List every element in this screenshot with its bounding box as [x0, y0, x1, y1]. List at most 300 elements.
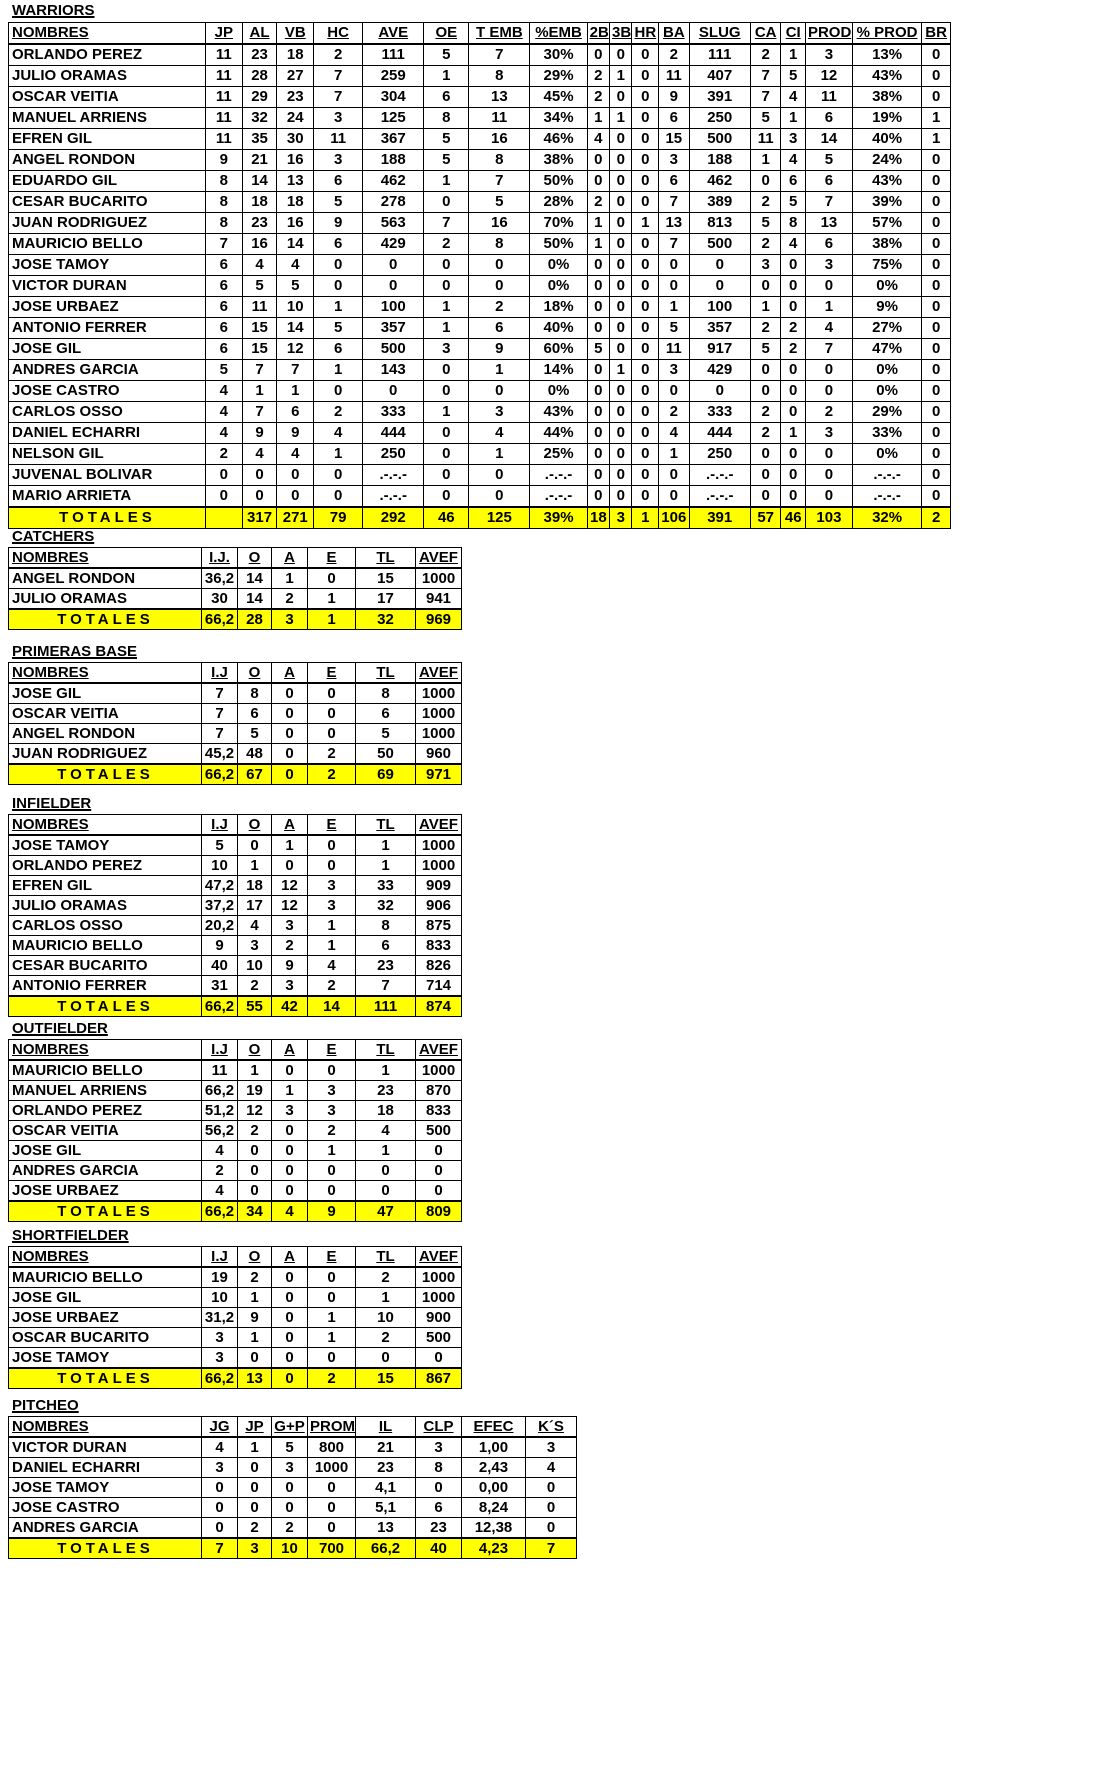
stat-cell: 5: [424, 150, 469, 171]
stat-cell: 304: [363, 87, 424, 108]
stat-cell: 2: [356, 1328, 416, 1348]
stat-cell: 0: [610, 465, 632, 486]
stat-cell: 0: [272, 1060, 308, 1081]
stat-cell: 40%: [852, 129, 921, 150]
stat-cell: [205, 507, 242, 529]
stat-cell: 0: [610, 381, 632, 402]
stat-cell: 250: [363, 444, 424, 465]
stat-cell: 0: [587, 255, 609, 276]
stat-cell: 18: [356, 1101, 416, 1121]
stat-cell: 31,2: [202, 1308, 238, 1328]
stat-cell: 15: [356, 568, 416, 589]
stat-cell: 38%: [852, 87, 921, 108]
column-header: A: [272, 663, 308, 684]
stat-cell: 11: [205, 129, 242, 150]
stat-cell: 3: [308, 1081, 356, 1101]
stat-cell: 39%: [852, 192, 921, 213]
stat-cell: 500: [416, 1121, 462, 1141]
stat-cell: 9: [238, 1308, 272, 1328]
stat-cell: 29%: [852, 402, 921, 423]
column-header: O: [238, 815, 272, 836]
stat-cell: 1: [424, 402, 469, 423]
stat-cell: 813: [689, 213, 750, 234]
stat-cell: 5: [805, 150, 852, 171]
stat-cell: 0: [750, 486, 781, 508]
stat-cell: 0: [272, 1121, 308, 1141]
stat-cell: 32: [356, 896, 416, 916]
stat-cell: 0: [272, 1181, 308, 1202]
stat-cell: 6: [781, 171, 805, 192]
stat-cell: 4: [272, 1201, 308, 1222]
stat-cell: 0: [587, 297, 609, 318]
stat-cell: 7: [356, 976, 416, 997]
stat-cell: 3: [202, 1458, 238, 1478]
stat-cell: 0: [238, 1458, 272, 1478]
player-name-cell: ORLANDO PEREZ: [9, 44, 206, 66]
stat-cell: 18: [587, 507, 609, 529]
stat-cell: 0: [308, 1348, 356, 1369]
table-row: [9, 1437, 577, 1458]
stat-cell: 47%: [852, 339, 921, 360]
stat-cell: 909: [416, 876, 462, 896]
stat-cell: 0: [416, 1161, 462, 1181]
stat-cell: 4: [277, 255, 314, 276]
stat-cell: 0: [610, 486, 632, 508]
stat-cell: 271: [277, 507, 314, 529]
player-name-cell: ORLANDO PEREZ: [9, 856, 202, 876]
stat-cell: 0: [632, 444, 659, 465]
column-header: SLUG: [689, 23, 750, 45]
stat-cell: 4: [526, 1458, 577, 1478]
stat-cell: 12: [238, 1101, 272, 1121]
stat-cell: 0: [587, 444, 609, 465]
stat-cell: 2: [659, 402, 690, 423]
stat-cell: 0: [308, 856, 356, 876]
stat-cell: 563: [363, 213, 424, 234]
stat-cell: 0: [308, 1478, 356, 1498]
stat-cell: 0: [587, 360, 609, 381]
player-name-cell: CARLOS OSSO: [9, 916, 202, 936]
stat-cell: 14: [277, 318, 314, 339]
stat-cell: 0: [308, 1060, 356, 1081]
stat-cell: 6: [205, 255, 242, 276]
player-name-cell: JOSE URBAEZ: [9, 1181, 202, 1202]
stat-cell: 500: [416, 1328, 462, 1348]
stat-cell: 2: [750, 318, 781, 339]
stat-cell: 0: [805, 360, 852, 381]
stat-cell: 2: [238, 1518, 272, 1539]
stat-cell: 0: [587, 465, 609, 486]
column-header: I.J.: [202, 548, 238, 569]
stat-cell: 10: [272, 1538, 308, 1559]
stat-cell: 0: [526, 1518, 577, 1539]
stat-cell: 333: [689, 402, 750, 423]
section-title-warriors: WARRIORS: [12, 2, 95, 19]
stat-cell: 18%: [530, 297, 587, 318]
stat-cell: 1: [277, 381, 314, 402]
player-name-cell: JOSE CASTRO: [9, 1498, 202, 1518]
table-row: [9, 234, 951, 255]
column-header: IL: [356, 1417, 416, 1438]
stat-cell: 3: [308, 1101, 356, 1121]
stat-cell: 0: [314, 381, 363, 402]
stat-cell: 1: [308, 1328, 356, 1348]
stat-cell: 0: [314, 255, 363, 276]
stat-cell: 4: [277, 444, 314, 465]
column-header: OE: [424, 23, 469, 45]
stat-cell: 11: [205, 44, 242, 66]
stat-cell: 23: [277, 87, 314, 108]
stat-cell: 0: [610, 129, 632, 150]
stat-cell: 36,2: [202, 568, 238, 589]
stat-cell: 4: [205, 423, 242, 444]
table-row: [9, 1308, 462, 1328]
stat-cell: 0: [632, 381, 659, 402]
stat-cell: 15: [242, 339, 277, 360]
stat-cell: 2: [587, 192, 609, 213]
table-row: [9, 44, 951, 66]
stat-cell: 100: [689, 297, 750, 318]
stat-cell: 7: [805, 339, 852, 360]
stat-cell: 46: [424, 507, 469, 529]
stat-cell: 3: [781, 129, 805, 150]
stat-cell: 0: [469, 381, 530, 402]
stat-cell: 0: [587, 423, 609, 444]
stat-cell: 0: [587, 402, 609, 423]
stat-cell: 7: [469, 171, 530, 192]
stat-cell: 2: [750, 192, 781, 213]
stat-cell: 11: [659, 339, 690, 360]
stat-cell: 3: [272, 916, 308, 936]
table-row: [9, 835, 462, 856]
stat-cell: 1: [424, 318, 469, 339]
stat-cell: 0: [632, 171, 659, 192]
stat-cell: 1: [308, 589, 356, 610]
stat-cell: 7: [805, 192, 852, 213]
column-header: BR: [922, 23, 951, 45]
stat-cell: 5: [781, 192, 805, 213]
stat-cell: 8: [205, 171, 242, 192]
stat-cell: 8: [469, 150, 530, 171]
stat-cell: 66,2: [202, 996, 238, 1017]
stat-cell: 11: [659, 66, 690, 87]
stat-cell: 40: [202, 956, 238, 976]
stat-cell: 0: [750, 444, 781, 465]
stat-cell: .-.-.-: [363, 465, 424, 486]
stat-cell: 0: [632, 44, 659, 66]
stat-cell: 38%: [852, 234, 921, 255]
column-header: T EMB: [469, 23, 530, 45]
stat-cell: 0: [632, 297, 659, 318]
stat-cell: 0: [238, 1161, 272, 1181]
column-header: HC: [314, 23, 363, 45]
stat-cell: 1: [356, 835, 416, 856]
stat-cell: 0: [424, 255, 469, 276]
stat-cell: 809: [416, 1201, 462, 1222]
player-name-cell: MARIO ARRIETA: [9, 486, 206, 508]
stat-cell: 103: [805, 507, 852, 529]
stat-cell: 12: [277, 339, 314, 360]
stat-cell: 10: [202, 1288, 238, 1308]
stat-cell: 0: [238, 835, 272, 856]
column-header: I.J: [202, 1247, 238, 1268]
player-name-cell: TOTALES: [9, 764, 202, 785]
stat-cell: 2: [314, 44, 363, 66]
stat-cell: 67: [238, 764, 272, 785]
table-row: [9, 1101, 462, 1121]
stat-cell: 0: [363, 381, 424, 402]
stat-cell: 2: [805, 402, 852, 423]
stat-cell: 2: [238, 1121, 272, 1141]
stat-cell: 4: [781, 87, 805, 108]
player-name-cell: EFREN GIL: [9, 129, 206, 150]
stat-cell: 8: [205, 213, 242, 234]
header-row: [9, 1040, 462, 1061]
stat-cell: 16: [242, 234, 277, 255]
column-header: NOMBRES: [9, 1247, 202, 1268]
player-name-cell: JOSE URBAEZ: [9, 1308, 202, 1328]
stat-cell: 0: [632, 276, 659, 297]
stat-cell: 971: [416, 764, 462, 785]
stat-cell: 7: [659, 234, 690, 255]
stat-cell: 0: [314, 465, 363, 486]
table-row: [9, 744, 462, 765]
stat-cell: 0: [416, 1478, 462, 1498]
stat-cell: 3: [272, 1458, 308, 1478]
table-row: [9, 724, 462, 744]
stat-cell: 19%: [852, 108, 921, 129]
stat-cell: 0: [750, 465, 781, 486]
stat-cell: 3: [308, 896, 356, 916]
stat-cell: 1: [659, 297, 690, 318]
stat-cell: 0: [272, 744, 308, 765]
table-row: [9, 444, 951, 465]
stat-cell: 66,2: [202, 1368, 238, 1389]
column-header: %EMB: [530, 23, 587, 45]
column-header: O: [238, 663, 272, 684]
stat-cell: 2: [272, 1518, 308, 1539]
stat-cell: 1: [356, 1288, 416, 1308]
stat-cell: 367: [363, 129, 424, 150]
column-header: A: [272, 548, 308, 569]
column-header: PROD: [805, 23, 852, 45]
header-row: [9, 663, 462, 684]
stat-cell: .-.-.-: [852, 465, 921, 486]
stat-cell: 40%: [530, 318, 587, 339]
stat-cell: 1000: [416, 856, 462, 876]
column-header: A: [272, 1040, 308, 1061]
stat-cell: 2: [750, 234, 781, 255]
stat-cell: 4: [308, 956, 356, 976]
stat-cell: 0: [587, 318, 609, 339]
stat-cell: 0: [469, 486, 530, 508]
stat-cell: 33%: [852, 423, 921, 444]
stat-cell: 317: [242, 507, 277, 529]
stat-cell: 0: [469, 465, 530, 486]
stat-cell: 5: [272, 1437, 308, 1458]
column-header: 2B: [587, 23, 609, 45]
stat-cell: 0: [314, 276, 363, 297]
table-row: [9, 916, 462, 936]
stat-cell: 2: [750, 423, 781, 444]
table-row: [9, 1498, 577, 1518]
stat-cell: 4: [238, 916, 272, 936]
player-name-cell: TOTALES: [9, 1368, 202, 1389]
stat-cell: 1: [424, 297, 469, 318]
stat-cell: 0: [308, 568, 356, 589]
stat-cell: 111: [363, 44, 424, 66]
primeras-base-table: [8, 662, 462, 785]
stat-cell: 56,2: [202, 1121, 238, 1141]
totals-row: [9, 996, 462, 1017]
table-row: [9, 589, 462, 610]
stat-cell: 1: [308, 936, 356, 956]
stat-cell: 1: [272, 568, 308, 589]
stat-cell: 0: [632, 129, 659, 150]
stat-cell: 0: [526, 1478, 577, 1498]
stat-cell: 10: [202, 856, 238, 876]
stat-cell: 42: [272, 996, 308, 1017]
table-row: [9, 339, 951, 360]
stat-cell: 4: [205, 381, 242, 402]
stat-cell: 9: [659, 87, 690, 108]
stat-cell: 5: [424, 44, 469, 66]
stat-cell: 4: [469, 423, 530, 444]
stat-cell: .-.-.-: [530, 465, 587, 486]
column-header: E: [308, 1040, 356, 1061]
stat-cell: 14: [805, 129, 852, 150]
stat-cell: 0: [781, 360, 805, 381]
stat-cell: 6: [659, 171, 690, 192]
table-row: [9, 297, 951, 318]
stat-cell: 13: [238, 1368, 272, 1389]
stat-cell: 2: [308, 764, 356, 785]
stat-cell: 1: [587, 108, 609, 129]
stat-cell: 0,00: [462, 1478, 526, 1498]
stat-cell: 714: [416, 976, 462, 997]
stat-cell: 6: [314, 234, 363, 255]
stat-cell: 7: [314, 66, 363, 87]
stat-cell: 1: [781, 108, 805, 129]
stat-cell: 0: [922, 192, 951, 213]
stat-cell: 14: [242, 171, 277, 192]
stat-cell: 3: [272, 609, 308, 630]
column-header: TL: [356, 1040, 416, 1061]
stat-cell: 333: [363, 402, 424, 423]
stat-cell: 1: [238, 1328, 272, 1348]
stat-cell: 429: [689, 360, 750, 381]
stat-cell: 75%: [852, 255, 921, 276]
stat-cell: 0: [416, 1181, 462, 1202]
player-name-cell: JULIO ORAMAS: [9, 589, 202, 610]
stat-cell: 0: [922, 465, 951, 486]
player-name-cell: JOSE URBAEZ: [9, 297, 206, 318]
stat-cell: 3: [610, 507, 632, 529]
column-header: NOMBRES: [9, 815, 202, 836]
stat-cell: 259: [363, 66, 424, 87]
stat-cell: 21: [242, 150, 277, 171]
stat-cell: 13: [356, 1518, 416, 1539]
player-name-cell: JOSE GIL: [9, 683, 202, 704]
stat-cell: 900: [416, 1308, 462, 1328]
header-row: [9, 548, 462, 569]
stat-cell: 0: [587, 381, 609, 402]
player-name-cell: MANUEL ARRIENS: [9, 108, 206, 129]
column-header: AVEF: [416, 663, 462, 684]
stat-cell: 1000: [416, 835, 462, 856]
table-row: [9, 1518, 577, 1539]
stat-cell: 1000: [416, 683, 462, 704]
stat-cell: 0%: [852, 360, 921, 381]
stat-cell: 6: [277, 402, 314, 423]
stat-cell: 0: [659, 381, 690, 402]
stat-cell: 1000: [416, 1288, 462, 1308]
table-row: [9, 213, 951, 234]
stat-cell: 0: [356, 1161, 416, 1181]
column-header: A: [272, 815, 308, 836]
stat-cell: 867: [416, 1368, 462, 1389]
stat-cell: 0: [202, 1498, 238, 1518]
stat-cell: 357: [689, 318, 750, 339]
stat-cell: 4: [242, 444, 277, 465]
stat-cell: 125: [363, 108, 424, 129]
catchers-table: [8, 547, 462, 630]
stat-cell: 7: [202, 704, 238, 724]
stat-cell: 0: [922, 171, 951, 192]
stat-cell: 1000: [416, 1267, 462, 1288]
column-header: I.J: [202, 1040, 238, 1061]
table-row: [9, 423, 951, 444]
stat-cell: 57%: [852, 213, 921, 234]
stat-cell: 5: [750, 339, 781, 360]
table-row: [9, 150, 951, 171]
stat-cell: 57: [750, 507, 781, 529]
stat-cell: 3: [659, 360, 690, 381]
stat-cell: 3: [238, 1538, 272, 1559]
stat-cell: 3: [272, 1101, 308, 1121]
table-row: [9, 360, 951, 381]
header-row: [9, 1417, 577, 1438]
stat-cell: 45,2: [202, 744, 238, 765]
column-header: TL: [356, 1247, 416, 1268]
stat-cell: 0: [922, 255, 951, 276]
stat-cell: 143: [363, 360, 424, 381]
stat-cell: 1: [587, 234, 609, 255]
table-row: [9, 381, 951, 402]
stat-cell: 1: [356, 1141, 416, 1161]
stat-cell: 1: [308, 916, 356, 936]
stat-cell: 278: [363, 192, 424, 213]
player-name-cell: MAURICIO BELLO: [9, 234, 206, 255]
stat-cell: 444: [689, 423, 750, 444]
stat-cell: 21: [356, 1437, 416, 1458]
stat-cell: 250: [689, 444, 750, 465]
stat-cell: 969: [416, 609, 462, 630]
stat-cell: 874: [416, 996, 462, 1017]
stat-cell: 9: [314, 213, 363, 234]
stat-cell: 0: [272, 683, 308, 704]
stat-cell: 0: [632, 486, 659, 508]
player-name-cell: OSCAR VEITIA: [9, 1121, 202, 1141]
stat-cell: 5: [659, 318, 690, 339]
table-row: [9, 1060, 462, 1081]
stat-cell: 29: [242, 87, 277, 108]
player-name-cell: EDUARDO GIL: [9, 171, 206, 192]
table-row: [9, 704, 462, 724]
stat-cell: 14: [238, 568, 272, 589]
stat-cell: 0: [922, 213, 951, 234]
stat-cell: 9: [242, 423, 277, 444]
